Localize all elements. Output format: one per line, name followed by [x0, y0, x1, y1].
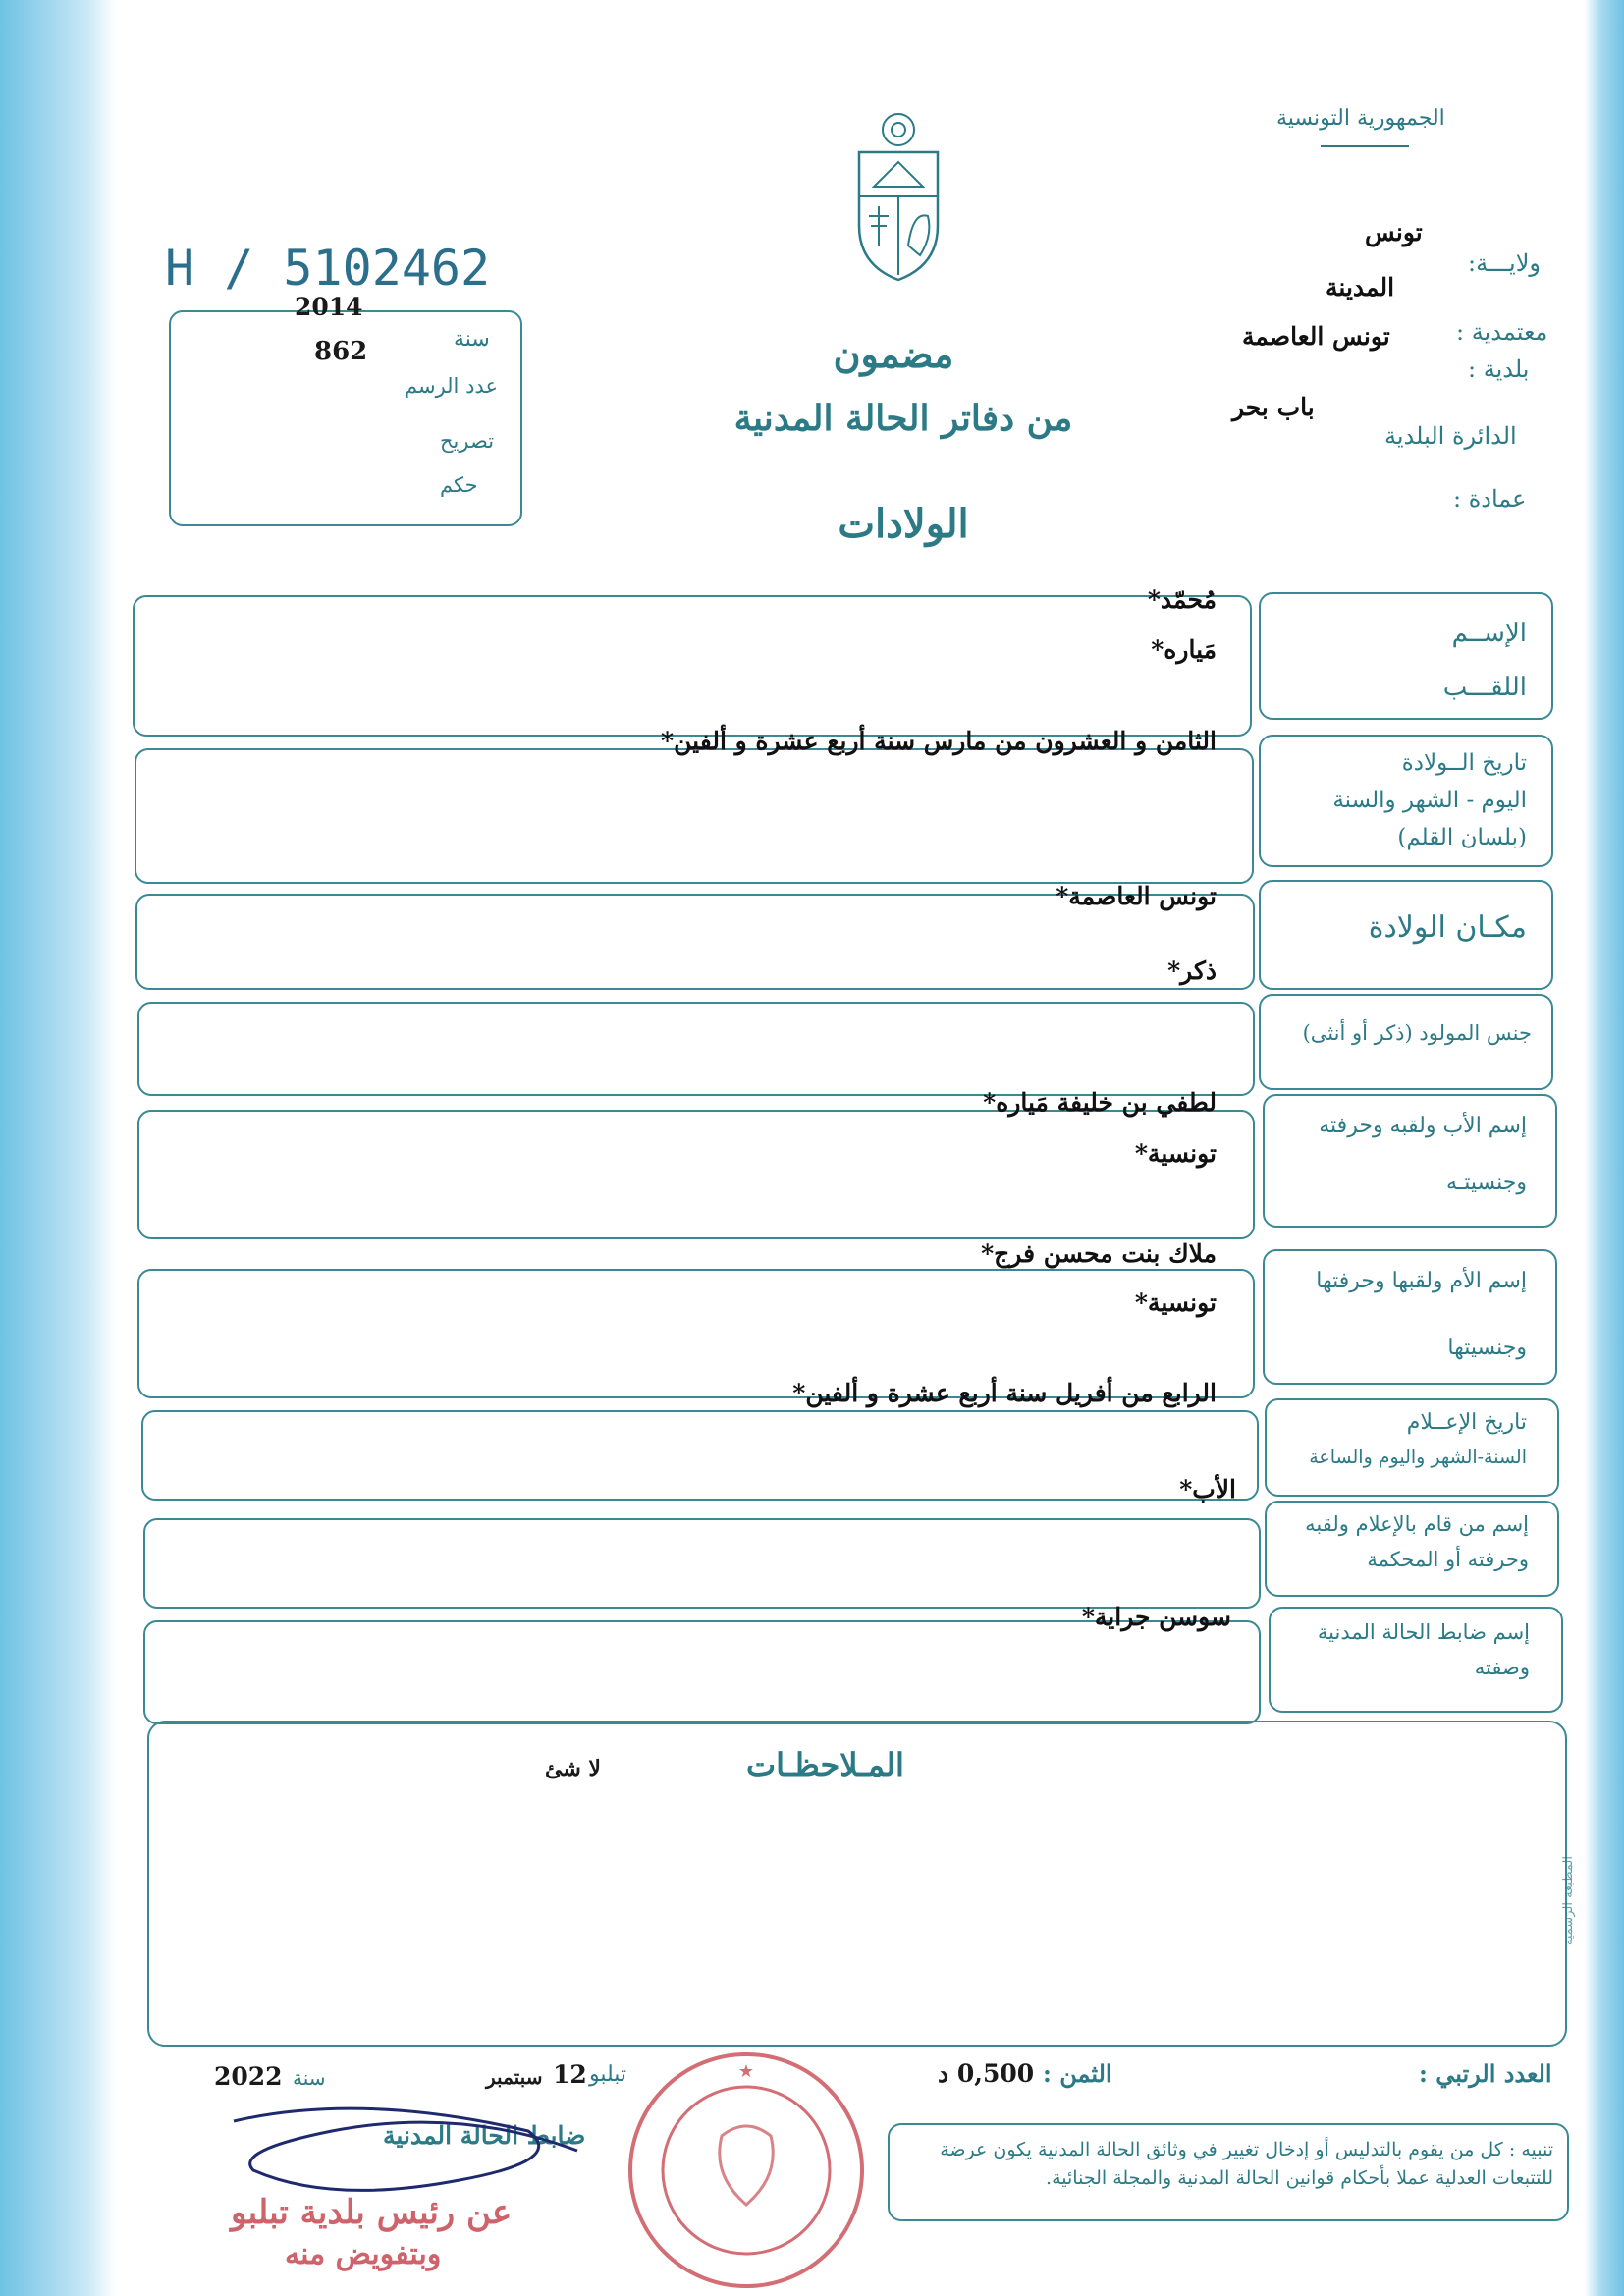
- year-value: 2022: [214, 2062, 283, 2091]
- admin-value-baladia: تونس العاصمة: [1242, 322, 1390, 351]
- value-officer: سوسن جراية*: [1081, 1603, 1231, 1631]
- admin-label-mootamadia: معتمدية :: [1456, 318, 1548, 346]
- stamp-text-line1: عن رئيس بلدية تبلبو: [231, 2193, 513, 2232]
- admin-value-mootamadia: المدينة: [1326, 273, 1395, 301]
- signature-scribble-icon: [214, 2092, 597, 2210]
- value-declarant: الأب*: [1179, 1475, 1236, 1503]
- stamp-text-line2: وبتفويض منه: [285, 2237, 442, 2271]
- coat-of-arms-icon: [849, 108, 947, 285]
- label-officer-1: إسم ضابط الحالة المدنية: [1317, 1620, 1530, 1644]
- admin-label-wilaya: ولايـــة:: [1468, 249, 1542, 277]
- serial-label: العدد الرتبي :: [1419, 2059, 1552, 2088]
- value-box-declaration-date: [141, 1410, 1259, 1501]
- value-declaration-date: الرابع من أفريل سنة أربع عشرة و ألفين*: [792, 1379, 1217, 1407]
- year-label: سنة: [293, 2066, 326, 2090]
- value-father-nationality: تونسية*: [1134, 1139, 1217, 1168]
- admin-label-imada: عمادة :: [1453, 485, 1527, 513]
- value-name: مُحمّد*: [1147, 585, 1217, 614]
- record-number-value: 862: [314, 337, 368, 366]
- value-box-officer: [143, 1620, 1261, 1724]
- value-sex: ذكر*: [1167, 957, 1217, 985]
- label-surname: اللقـــب: [1442, 673, 1527, 702]
- value-box-name: [133, 595, 1252, 737]
- value-box-declarant: [143, 1518, 1261, 1609]
- admin-value-circle: باب بحر: [1232, 393, 1315, 421]
- title-line1: مضمون: [833, 332, 954, 376]
- price-label: الثمن :: [1043, 2059, 1112, 2088]
- record-declaration-label: تصريح: [440, 429, 495, 453]
- record-year-label: سنة: [454, 327, 490, 352]
- label-declaration-date-1: تاريخ الإعــلام: [1406, 1410, 1527, 1435]
- label-sex: جنس المولود (ذكر أو أنثى): [1302, 1021, 1532, 1045]
- value-surname: مَياره*: [1151, 635, 1217, 664]
- warning-text: تنبيه : كل من يقوم بالتدليس أو إدخال تغيير في وثائق الحالة المدنية يكون عرضة للتتبعات العدلية عملا بأحكام قوانين الحالة المدنية والمجلة الجنائية.: [940, 2139, 1553, 2190]
- label-declarant-1: إسم من قام بالإعلام ولقبه: [1305, 1512, 1529, 1536]
- label-declaration-date-2: السنة-الشهر واليوم والساعة: [1309, 1447, 1527, 1468]
- record-judgment-label: حكم: [440, 473, 478, 497]
- title-line2: من دفاتر الحالة المدنية: [733, 398, 1073, 439]
- notes-label: المـلاحظـات: [746, 1746, 904, 1783]
- label-declarant-2: وحرفته أو المحكمة: [1367, 1548, 1529, 1571]
- value-box-birth-date: [135, 748, 1254, 884]
- label-birth-date-3: (بلسان القلم): [1397, 825, 1527, 850]
- value-father: لطفي بن خليفة مَياره*: [983, 1088, 1217, 1117]
- record-number-label: عدد الرسم: [405, 374, 498, 398]
- republic-label: الجمهورية التونسية: [1276, 106, 1445, 131]
- label-birth-date-1: تاريخ الــولادة: [1401, 750, 1527, 776]
- notes-value: لا شئ: [545, 1756, 601, 1781]
- label-birth-date-2: اليوم - الشهر والسنة: [1332, 788, 1527, 813]
- date-day: 12: [553, 2060, 587, 2089]
- label-father-2: وجنسيتـه: [1445, 1171, 1527, 1195]
- date-month: سبتمبر: [486, 2065, 543, 2089]
- price-value: 0,500 د: [938, 2059, 1035, 2088]
- admin-value-wilaya: تونس: [1365, 218, 1423, 246]
- admin-label-baladia: بلدية :: [1468, 355, 1530, 383]
- label-mother-1: إسم الأم ولقبها وحرفتها: [1316, 1269, 1527, 1293]
- decorative-border-right: [1585, 0, 1624, 2296]
- value-birth-date: الثامن و العشرون من مارس سنة أربع عشرة و ألفين*: [661, 727, 1217, 755]
- label-father-1: إسم الأب ولقبه وحرفته: [1319, 1114, 1527, 1138]
- section-title: الولادات: [838, 501, 969, 547]
- svg-text:★: ★: [737, 2061, 755, 2082]
- officer-title: ضابط الحالة المدنية: [383, 2121, 586, 2150]
- serial-number: H / 5102462: [165, 240, 491, 297]
- label-officer-2: وصفته: [1474, 1656, 1530, 1679]
- value-birth-place: تونس العاصمة*: [1056, 882, 1217, 910]
- printer-label: المطبعة الرسمية: [1561, 1856, 1576, 1946]
- admin-label-circle: الدائرة البلدية: [1384, 422, 1517, 450]
- official-seal-icon: [623, 2048, 869, 2293]
- label-name: الإســم: [1451, 619, 1527, 648]
- value-mother: ملاك بنت محسن فرج*: [981, 1239, 1217, 1268]
- label-birth-place: مكـان الولادة: [1368, 910, 1527, 945]
- value-mother-nationality: تونسية*: [1134, 1288, 1217, 1317]
- place-label: تبلبو: [589, 2062, 627, 2087]
- value-box-sex: [137, 1002, 1255, 1096]
- republic-underline: [1321, 145, 1409, 147]
- value-box-father: [137, 1110, 1255, 1239]
- decorative-border-left: [0, 0, 116, 2296]
- record-year-value: 2014: [295, 293, 363, 321]
- label-mother-2: وجنسيتها: [1447, 1336, 1527, 1360]
